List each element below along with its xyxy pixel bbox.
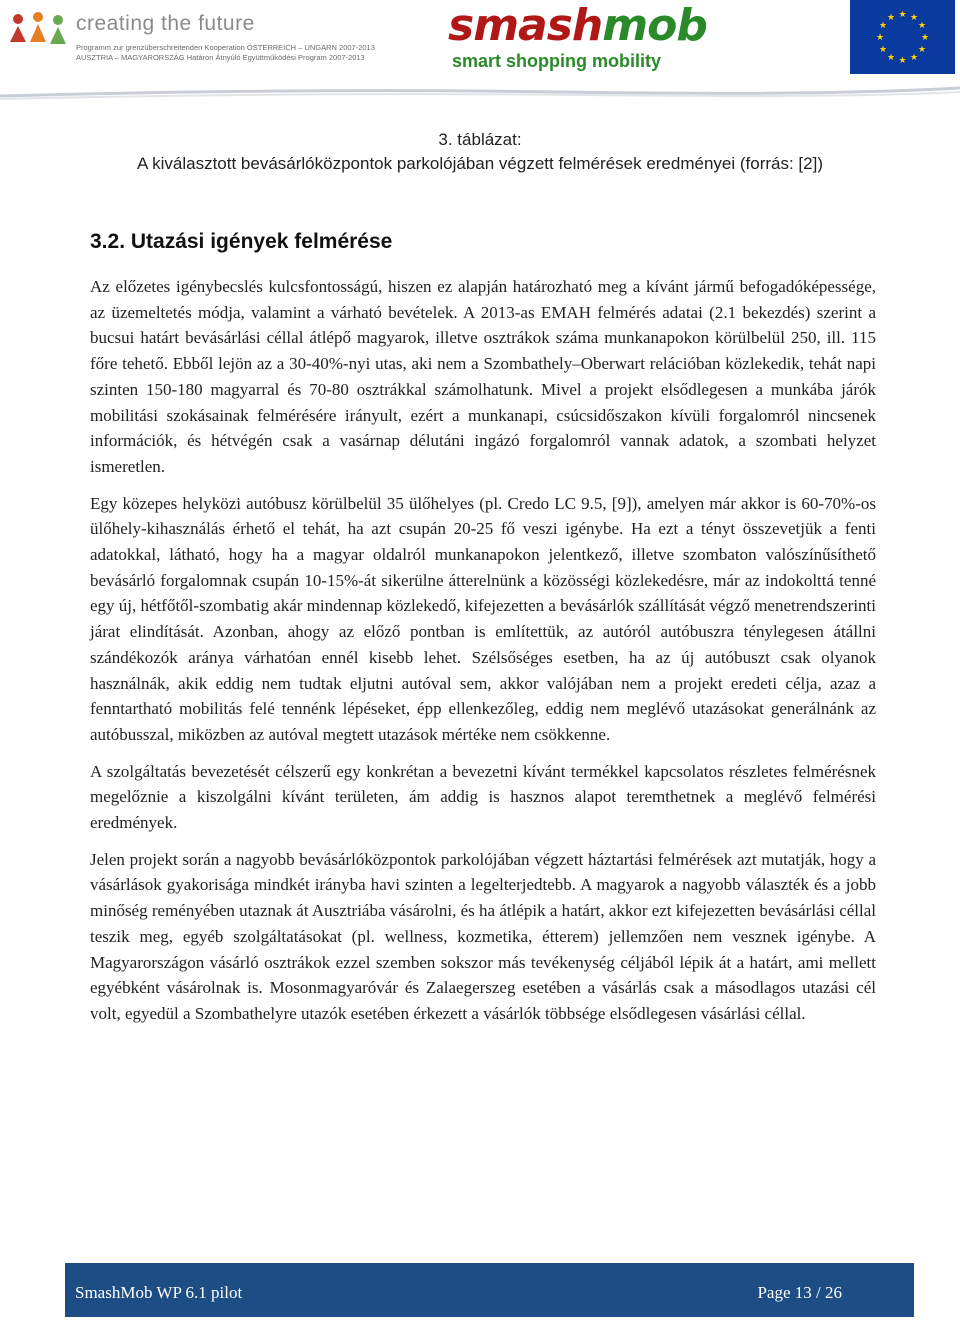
paragraph: Egy közepes helyközi autóbusz körülbelül 35 ülőhelyes (pl. Credo LC 9.5, [9]), amelyen már akkor is 60-70%-os ülőhely-kihasználás érhető el tehát, ha azt csupán 20-25 fő veszi igénybe. Ha ezt a tényt összevetjük a fenti adatokkal, látható, hogy ha a magyar oldalról munkanapokon jelentkező, illetve szombaton valószínűsíthető bevásárló forgalomnak csupán 10-15%-át sikerülne átterelnünk a közösségi közlekedésre, már az indokolttá tenné egy új, hétfőtől-szombatig akár mindennap közlekedő, kifejezetten a bevásárlók szállítását végző menetrendszerinti járat elindítását. Azonban, ahogy az előző pontban is említettük, az autóról autóbuszra ténylegesen átállni szándékozók aránya várhatóan ennél kisebb lehet. Szélsőséges esetben, ha az új autóbuszt csak olyanok használnák, akik eddig nem tudtak eljutni autóval sem, akkor valójában nem a projekt eredeti célja, azaz a fenntartható mobilitás felé tennénk lépéseket, épp ellenkezőleg, eddig nem meglévő utazásokat generálnánk az autóbusszal, miközben az autóval megtett utazások mértéke nem csökkenne. (90, 493, 876, 744)
svg-text:★: ★ (898, 56, 907, 66)
page-header (0, 0, 960, 100)
svg-text:★: ★ (878, 45, 888, 55)
mob-text: mob (602, 0, 707, 51)
ctf-program-line-hu: AUSZTRIA – MAGYARORSZÁG Határon Átnyúló Együttműködési Program 2007-2013 (76, 53, 365, 62)
svg-text:★: ★ (886, 13, 896, 23)
svg-text:★: ★ (878, 21, 888, 31)
table-caption-number: 3. táblázat: (438, 130, 522, 149)
ctf-program-line: Programm zur grenzüberschreitenden Kooperation ÖSTERREICH – UNGARN 2007-2013 (76, 43, 375, 52)
svg-text:★: ★ (917, 45, 927, 55)
table-caption-title: A kiválasztott bevásárlóközpontok parkolójában végzett felmérések eredményei (forrás: [2]) (136, 154, 823, 173)
smashmob-tagline: smart shopping mobility (452, 51, 662, 71)
svg-text:★: ★ (886, 53, 896, 63)
smashmob-logo (448, 0, 707, 74)
ctf-title: creating the future (76, 12, 255, 35)
creating-the-future-logo (8, 10, 375, 70)
svg-text:★: ★ (898, 10, 907, 20)
footer-document-title: SmashMob WP 6.1 pilot (75, 1283, 243, 1302)
body-text (90, 274, 876, 1038)
paragraph: A szolgáltatás bevezetését célszerű egy konkrétan a bevezetni kívánt termékkel kapcsolatos részletes felmérésnek megelőznie a kiszolgálni kívánt területen, ám addig is hasznos alapot teremthetnek a meglévő felmérési eredmények. (90, 761, 876, 833)
eu-flag-icon (850, 0, 955, 74)
svg-text:★: ★ (909, 13, 919, 23)
paragraph: Az előzetes igénybecslés kulcsfontosságú, hiszen ez alapján határozható meg a kívánt jármű befogadóképessége, az üzemeltetés módja, valamint a várható bevételek. A 2013-as EMAH felmérés adatai (2.1 bekezdés) szerint a bucsui határt bevásárlási céllal átlépő magyarok, illetve osztrákok száma munkanapokon körülbelül 250, ill. 115 főre tehető. Ebből lejön az a 30-40%-nyi utas, aki nem a Szombathely–Oberwart relációban közlekedik, tehát napi szinten 150-180 magyarral és 70-80 osztrákkal számolhatunk. Mivel a projekt elsődlegesen a munkába járók mobilitási szokásainak felmérésére irányult, ezért a munkanapi, csúcsidőszakon kívüli forgalomról nincsenek információk, és hétvégén csak a vasárnap délutáni ingázó forgalomról vannak adatok, a szombati helyzet ismeretlen. (90, 277, 876, 476)
svg-text:★: ★ (917, 21, 927, 31)
smash-text: smash (448, 0, 603, 51)
page-footer (65, 1263, 914, 1317)
smashmob-wordmark (448, 0, 707, 51)
svg-text:★: ★ (920, 33, 930, 43)
paragraph: Jelen projekt során a nagyobb bevásárlóközpontok parkolójában végzett háztartási felmérések azt mutatják, hogy a vásárlások gyakorisága mindkét irányba havi szinten a legelterjedtebb. A magyarok a nagyobb választék és a jobb minőség reményében utaznak át Ausztriába vásárolni, és ha átlépik a határt, akkor ezt kifejezetten bevásárlási céllal teszik meg, egyéb szolgáltatásokat (pl. wellness, kozmetika, étterem) jellemzően nem vesznek igénybe. A Magyarországon vásárló osztrákok ezzel szemben sokszor más tevékenység céljából lépik át a határt, ami mellett egyébként vásárolnak is. Mosonmagyaróvár és Zalaegerszeg esetében a vásárlás csak a másodlagos utazási cél volt, egyedül a Szombathelyre utazók esetében érkezett a vásárlók többsége elsődlegesen vásárlási céllal. (90, 849, 876, 1023)
svg-text:★: ★ (875, 33, 885, 43)
page-number: Page 13 / 26 (757, 1283, 842, 1302)
svg-text:★: ★ (909, 53, 919, 63)
people-figures-icon (8, 12, 70, 52)
section-heading: 3.2. Utazási igények felmérése (90, 230, 393, 253)
header-divider-swoosh (0, 70, 960, 102)
